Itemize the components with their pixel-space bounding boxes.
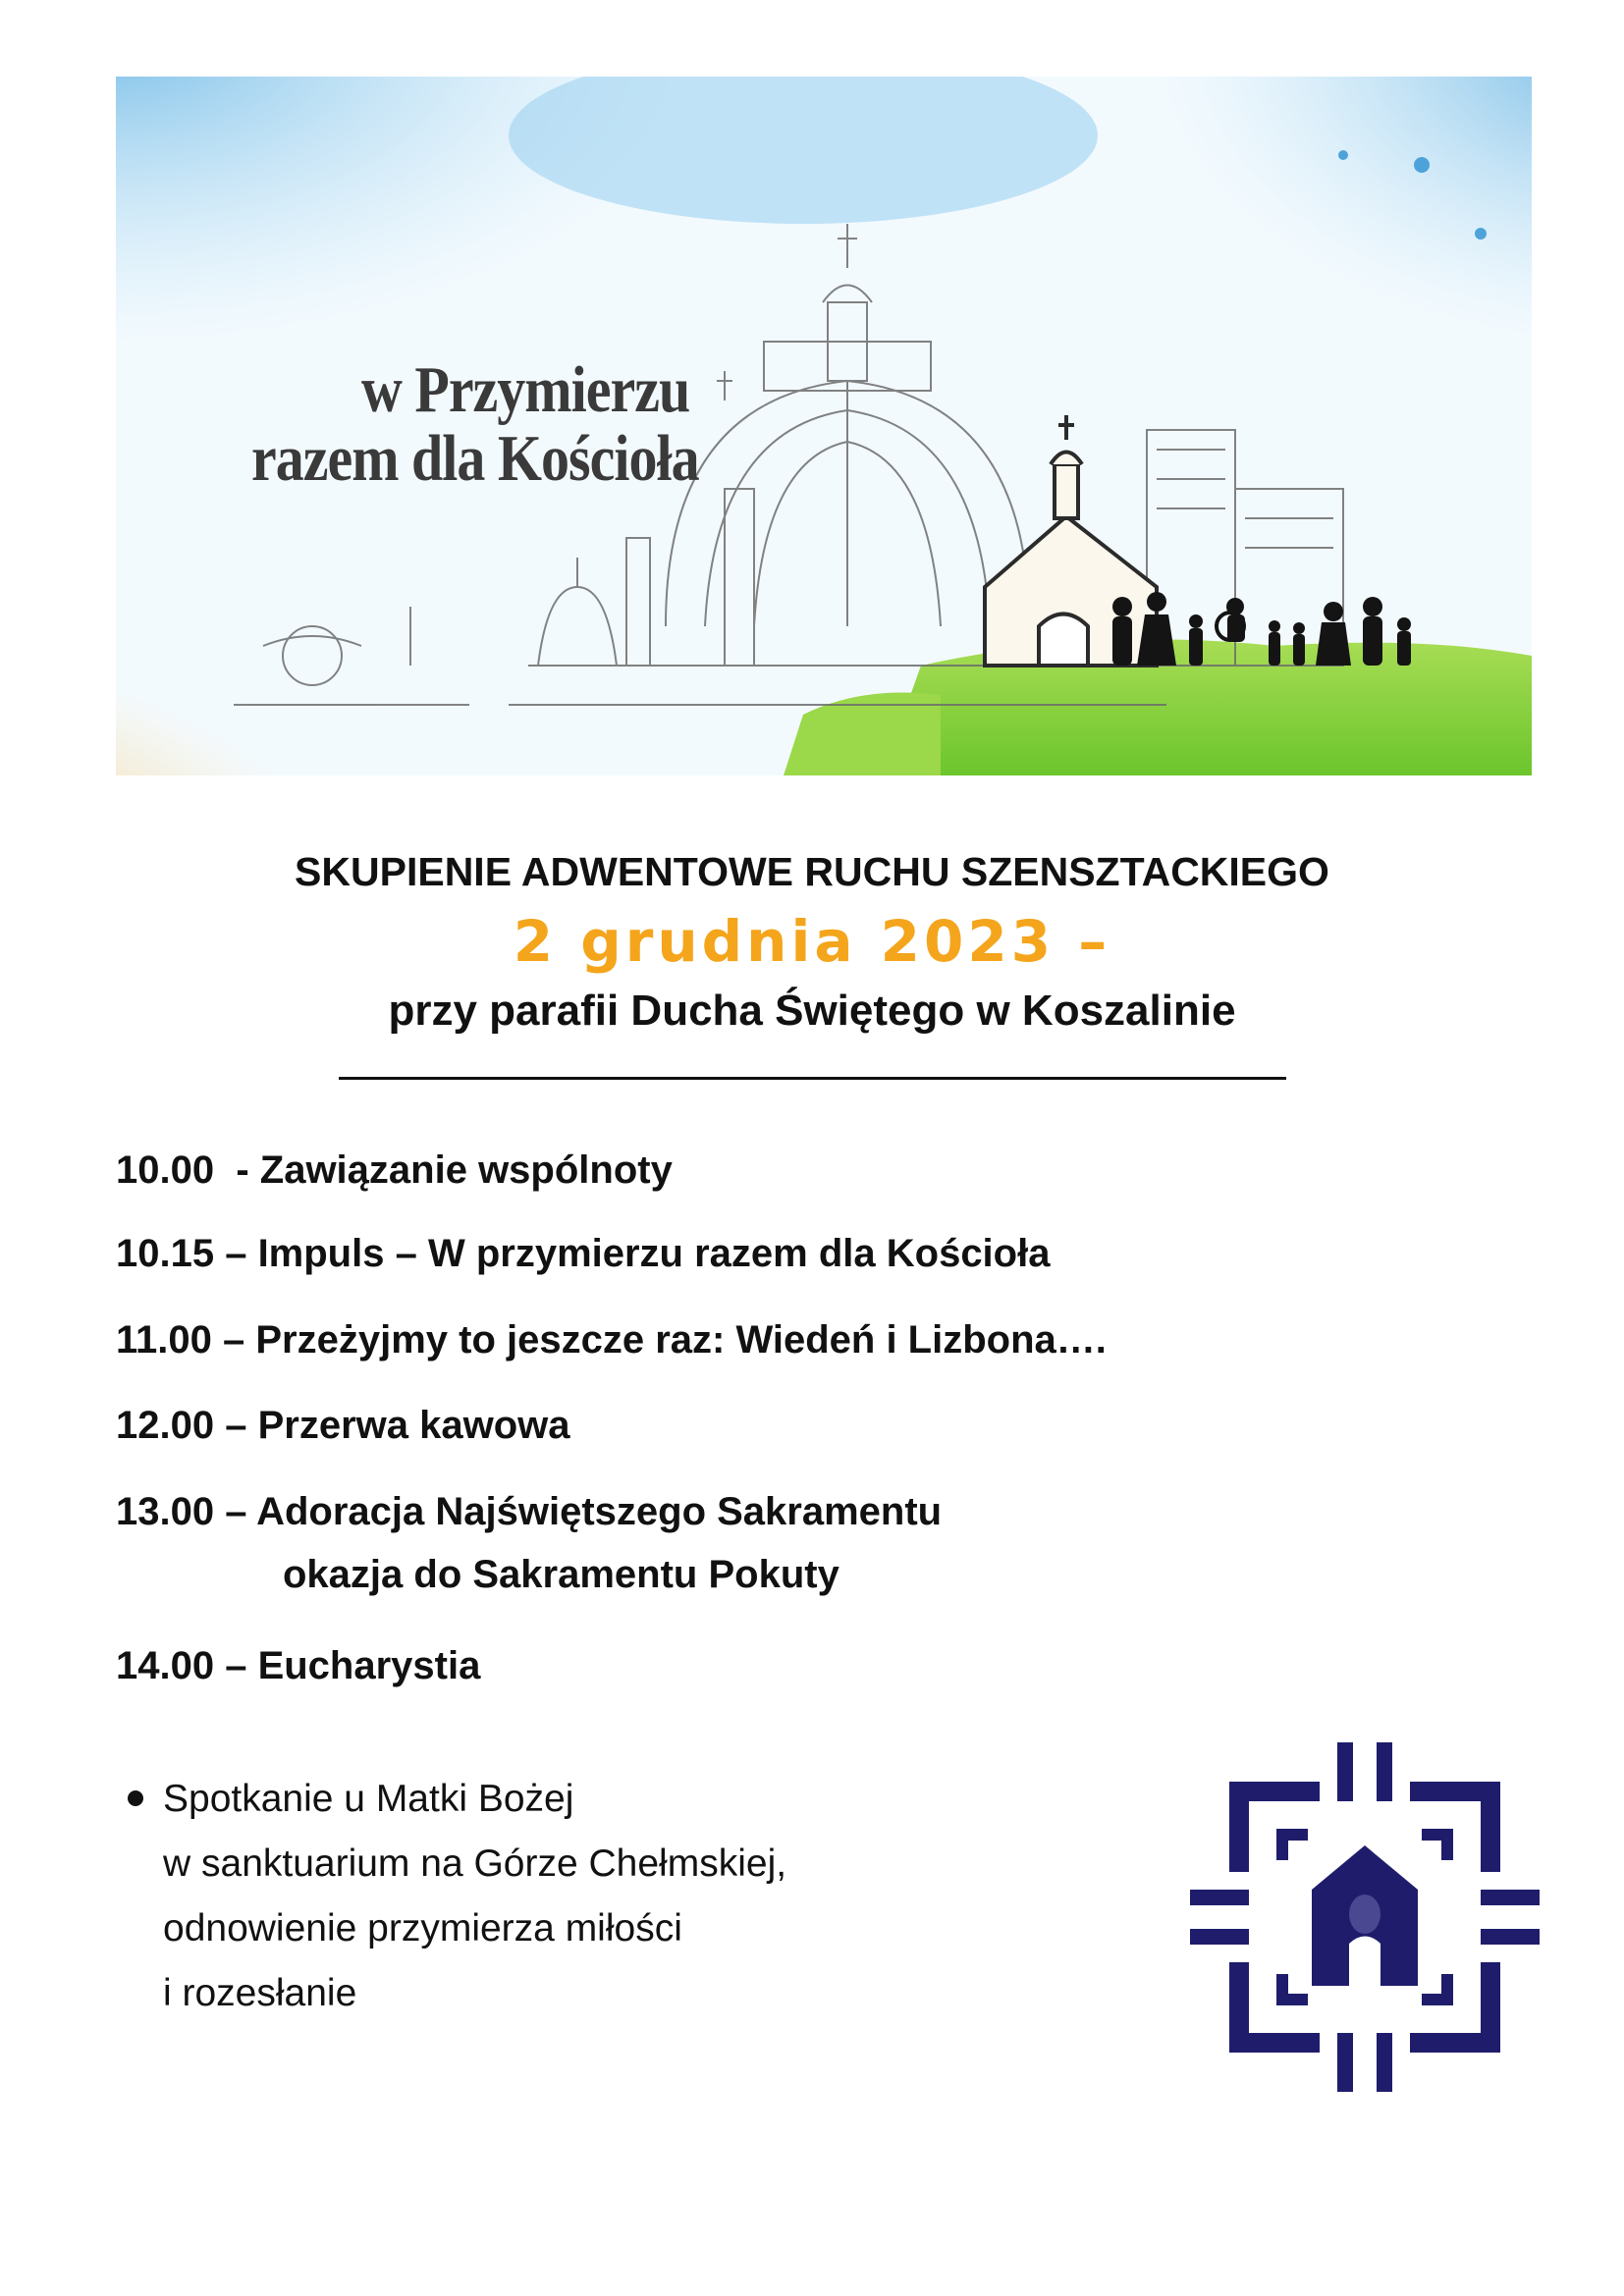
schoenstatt-logo-icon: [1190, 1742, 1540, 2092]
bullet-icon: [128, 1790, 143, 1806]
header-banner-image: [116, 77, 1532, 775]
schedule-item: 12.00 – Przerwa kawowa: [116, 1404, 570, 1447]
event-place: przy parafii Ducha Świętego w Koszalinie: [388, 987, 1236, 1035]
schedule-item: 10.00 - Zawiązanie wspólnoty: [116, 1148, 673, 1192]
note-line: i rozesłanie: [163, 1972, 357, 2014]
schedule-item: 11.00 – Przeżyjmy to jeszcze raz: Wiedeń i Lizbona….: [116, 1318, 1107, 1362]
schedule-item: 10.15 – Impuls – W przymierzu razem dla Kościoła: [116, 1232, 1051, 1275]
schedule-item-continuation: okazja do Sakramentu Pokuty: [283, 1553, 839, 1596]
note-line: Spotkanie u Matki Bożej: [163, 1778, 574, 1820]
divider: [339, 1077, 1286, 1080]
event-title: SKUPIENIE ADWENTOWE RUCHU SZENSZTACKIEGO: [295, 849, 1329, 894]
banner-title-line-2: razem dla Kościoła: [251, 421, 699, 495]
banner-title-line-1: w Przymierzu: [361, 352, 690, 426]
schedule-item: 13.00 – Adoracja Najświętszego Sakramentu: [116, 1490, 943, 1533]
schedule-item: 14.00 – Eucharystia: [116, 1644, 481, 1687]
note-line: odnowienie przymierza miłości: [163, 1907, 682, 1949]
event-date: 2 grudnia 2023 –: [513, 908, 1111, 975]
note-line: w sanktuarium na Górze Chełmskiej,: [163, 1842, 787, 1885]
